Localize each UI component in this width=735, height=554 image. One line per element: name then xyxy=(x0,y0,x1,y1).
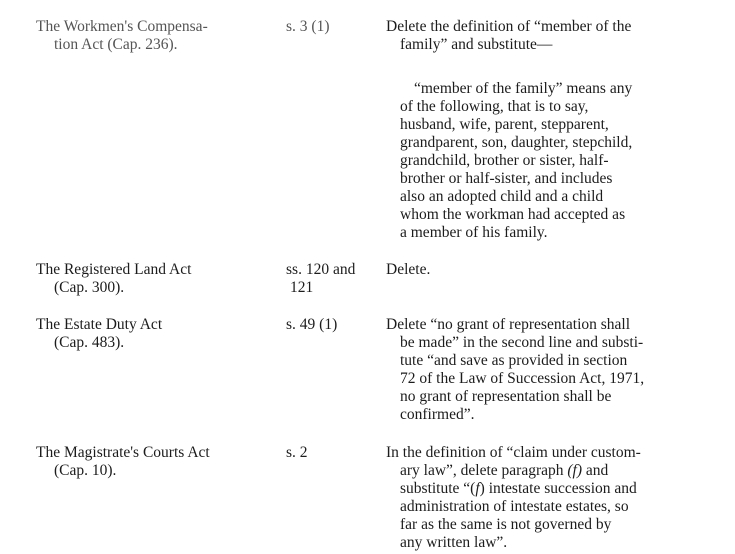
quote-line: also an adopted child and a child xyxy=(400,188,604,205)
definition-quote xyxy=(400,80,692,242)
act-cap-line: (Cap. 300). xyxy=(54,279,125,296)
act-name-line: The Workmen's Compensa- xyxy=(36,18,208,35)
amendment-line: be made” in the second line and substi- xyxy=(400,334,644,351)
amendment-text-run: substitute “( xyxy=(400,480,476,497)
amendment-text-run: ) intestate succession and xyxy=(479,480,637,497)
quote-line: grandchild, brother or sister, half- xyxy=(400,152,609,169)
quote-line: brother or half-sister, and includes xyxy=(400,170,613,187)
amendment-line: no grant of representation shall be xyxy=(400,388,612,405)
amendment-line: tute “and save as provided in section xyxy=(400,352,628,369)
quote-line: “member of the family” means any xyxy=(414,80,633,97)
amendment-line: Delete. xyxy=(386,261,431,278)
amendment-line: far as the same is not governed by xyxy=(400,516,612,533)
section-ref xyxy=(286,444,376,462)
act-name xyxy=(36,261,276,297)
paragraph-ref: f xyxy=(475,480,480,497)
amendment-line: Delete the definition of “member of the xyxy=(386,18,632,35)
amendment-line: confirmed”. xyxy=(400,406,475,423)
amendment-line: 72 of the Law of Succession Act, 1971, xyxy=(400,370,645,387)
act-name-line: The Estate Duty Act xyxy=(36,316,163,333)
amendment-text xyxy=(386,18,692,54)
act-name xyxy=(36,444,276,480)
section-ref-line: s. 3 (1) xyxy=(286,18,330,35)
act-name xyxy=(36,18,276,54)
amendment-text xyxy=(386,444,692,552)
section-ref xyxy=(286,18,376,36)
amendment-line: Delete “no grant of representation shall xyxy=(386,316,631,333)
quote-line: whom the workman had accepted as xyxy=(400,206,626,223)
amendment-line: administration of intestate estates, so xyxy=(400,498,629,515)
section-ref-line: s. 2 xyxy=(286,444,308,461)
section-ref-line: ss. 120 and xyxy=(286,261,356,278)
act-name xyxy=(36,316,276,352)
amendment-line xyxy=(386,480,692,498)
quote-line: a member of his family. xyxy=(400,224,548,241)
amendment-line: family” and substitute— xyxy=(400,36,553,53)
act-cap-line: tion Act (Cap. 236). xyxy=(54,36,178,53)
amendment-line: In the definition of “claim under custom- xyxy=(386,444,641,461)
act-cap-line: (Cap. 10). xyxy=(54,462,117,479)
quote-line: of the following, that is to say, xyxy=(400,98,589,115)
amendment-text-run: ary law”, delete paragraph xyxy=(400,462,564,479)
act-name-line: The Magistrate's Courts Act xyxy=(36,444,210,461)
amendment-line xyxy=(386,462,692,480)
section-ref xyxy=(286,261,376,297)
act-cap-line: (Cap. 483). xyxy=(54,334,125,351)
amendment-text xyxy=(386,261,692,279)
paragraph-ref: (f) xyxy=(567,462,583,479)
amendment-text xyxy=(386,316,692,424)
quote-line: husband, wife, parent, stepparent, xyxy=(400,116,609,133)
section-ref-line: 121 xyxy=(290,279,314,296)
section-ref xyxy=(286,316,376,334)
section-ref-line: s. 49 (1) xyxy=(286,316,338,333)
quote-line: grandparent, son, daughter, stepchild, xyxy=(400,134,633,151)
amendment-text-run: and xyxy=(585,462,609,479)
amendment-line: any written law”. xyxy=(400,534,508,551)
act-name-line: The Registered Land Act xyxy=(36,261,192,278)
